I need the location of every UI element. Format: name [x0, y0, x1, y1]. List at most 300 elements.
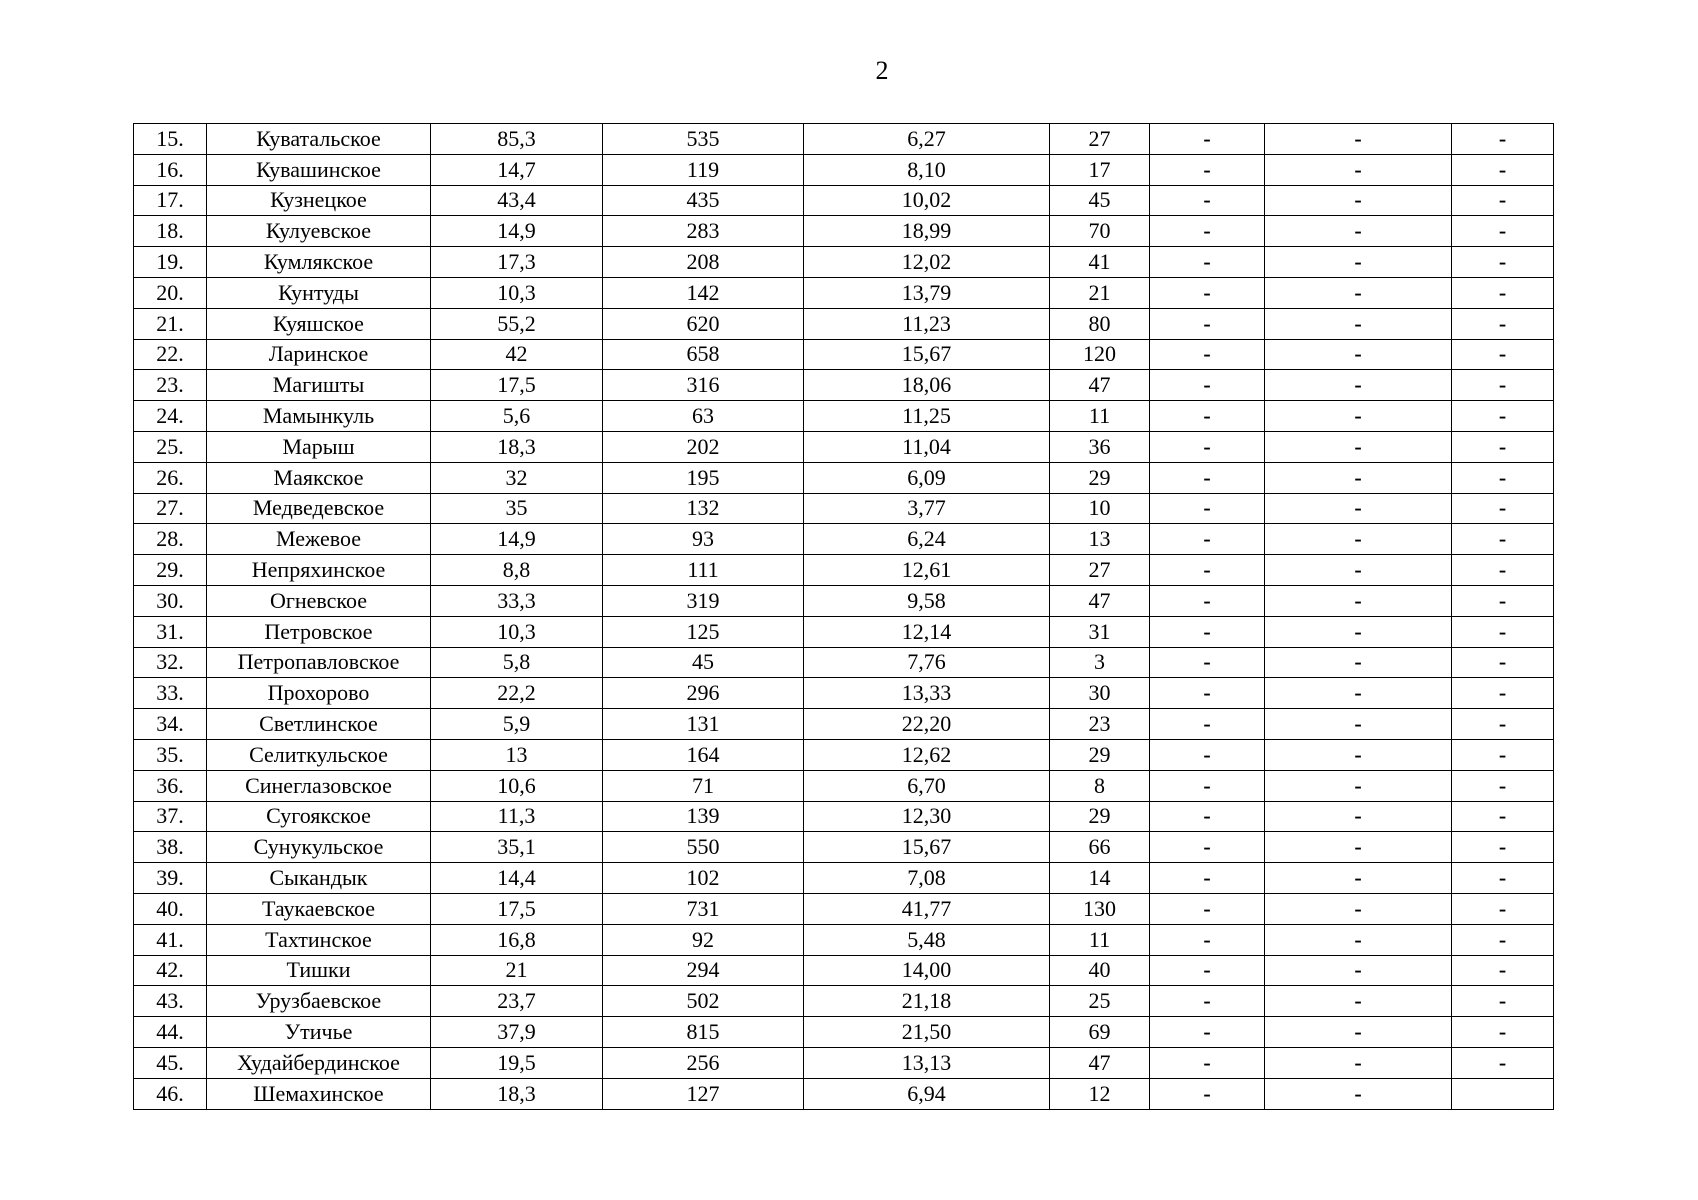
- column-6-cell: 66: [1050, 832, 1150, 863]
- column-5-cell: 41,77: [804, 893, 1050, 924]
- column-6-cell: 17: [1050, 154, 1150, 185]
- column-9-cell: -: [1452, 524, 1554, 555]
- column-8-cell: -: [1265, 555, 1452, 586]
- column-4-cell: 139: [603, 801, 804, 832]
- column-7-cell: -: [1150, 124, 1265, 155]
- column-6-cell: 80: [1050, 308, 1150, 339]
- column-9-cell: -: [1452, 924, 1554, 955]
- table-row: [134, 524, 1554, 555]
- table-row: [134, 247, 1554, 278]
- settlement-name-cell: Сугоякское: [207, 801, 431, 832]
- column-3-cell: 11,3: [431, 801, 603, 832]
- column-9-cell: -: [1452, 739, 1554, 770]
- table-row: [134, 678, 1554, 709]
- column-9-cell: -: [1452, 216, 1554, 247]
- settlement-name-cell: Кумлякское: [207, 247, 431, 278]
- table-row: [134, 955, 1554, 986]
- column-5-cell: 12,30: [804, 801, 1050, 832]
- settlement-name-cell: Петровское: [207, 616, 431, 647]
- column-5-cell: 18,99: [804, 216, 1050, 247]
- column-7-cell: -: [1150, 462, 1265, 493]
- row-number-cell: 39.: [134, 863, 207, 894]
- column-5-cell: 15,67: [804, 832, 1050, 863]
- column-9-cell: -: [1452, 585, 1554, 616]
- column-8-cell: -: [1265, 616, 1452, 647]
- column-8-cell: -: [1265, 739, 1452, 770]
- column-4-cell: 93: [603, 524, 804, 555]
- row-number-cell: 18.: [134, 216, 207, 247]
- column-5-cell: 11,23: [804, 308, 1050, 339]
- column-4-cell: 316: [603, 370, 804, 401]
- column-4-cell: 550: [603, 832, 804, 863]
- table-row: [134, 185, 1554, 216]
- column-6-cell: 30: [1050, 678, 1150, 709]
- column-8-cell: -: [1265, 832, 1452, 863]
- row-number-cell: 41.: [134, 924, 207, 955]
- column-7-cell: -: [1150, 986, 1265, 1017]
- table-row: [134, 216, 1554, 247]
- table-row: [134, 1047, 1554, 1078]
- table-row: [134, 986, 1554, 1017]
- column-3-cell: 18,3: [431, 431, 603, 462]
- row-number-cell: 31.: [134, 616, 207, 647]
- row-number-cell: 33.: [134, 678, 207, 709]
- column-4-cell: 620: [603, 308, 804, 339]
- column-8-cell: -: [1265, 247, 1452, 278]
- column-8-cell: -: [1265, 462, 1452, 493]
- column-7-cell: -: [1150, 770, 1265, 801]
- column-6-cell: 21: [1050, 277, 1150, 308]
- column-9-cell: -: [1452, 462, 1554, 493]
- column-7-cell: -: [1150, 247, 1265, 278]
- column-8-cell: -: [1265, 801, 1452, 832]
- settlement-name-cell: Селиткульское: [207, 739, 431, 770]
- column-3-cell: 16,8: [431, 924, 603, 955]
- column-6-cell: 14: [1050, 863, 1150, 894]
- column-7-cell: -: [1150, 893, 1265, 924]
- column-6-cell: 130: [1050, 893, 1150, 924]
- column-8-cell: -: [1265, 986, 1452, 1017]
- settlement-name-cell: Огневское: [207, 585, 431, 616]
- column-5-cell: 21,18: [804, 986, 1050, 1017]
- column-6-cell: 36: [1050, 431, 1150, 462]
- row-number-cell: 17.: [134, 185, 207, 216]
- column-3-cell: 14,9: [431, 216, 603, 247]
- table-row: [134, 801, 1554, 832]
- settlement-name-cell: Тахтинское: [207, 924, 431, 955]
- column-5-cell: 22,20: [804, 709, 1050, 740]
- column-5-cell: 11,25: [804, 401, 1050, 432]
- column-6-cell: 31: [1050, 616, 1150, 647]
- settlement-name-cell: Мамынкуль: [207, 401, 431, 432]
- column-5-cell: 15,67: [804, 339, 1050, 370]
- column-3-cell: 17,5: [431, 370, 603, 401]
- column-5-cell: 21,50: [804, 1017, 1050, 1048]
- column-9-cell: -: [1452, 955, 1554, 986]
- table-row: [134, 863, 1554, 894]
- table-row: [134, 431, 1554, 462]
- table-row: [134, 370, 1554, 401]
- column-9-cell: -: [1452, 709, 1554, 740]
- column-7-cell: -: [1150, 1017, 1265, 1048]
- column-9-cell: -: [1452, 370, 1554, 401]
- column-6-cell: 47: [1050, 585, 1150, 616]
- row-number-cell: 29.: [134, 555, 207, 586]
- column-9-cell: -: [1452, 185, 1554, 216]
- column-9-cell: -: [1452, 863, 1554, 894]
- table-row: [134, 277, 1554, 308]
- column-8-cell: -: [1265, 524, 1452, 555]
- column-9-cell: -: [1452, 801, 1554, 832]
- column-7-cell: -: [1150, 616, 1265, 647]
- column-6-cell: 11: [1050, 401, 1150, 432]
- row-number-cell: 35.: [134, 739, 207, 770]
- column-4-cell: 63: [603, 401, 804, 432]
- column-4-cell: 658: [603, 339, 804, 370]
- table-row: [134, 709, 1554, 740]
- column-8-cell: -: [1265, 216, 1452, 247]
- column-9-cell: [1452, 1078, 1554, 1109]
- column-5-cell: 11,04: [804, 431, 1050, 462]
- column-7-cell: -: [1150, 1078, 1265, 1109]
- column-6-cell: 70: [1050, 216, 1150, 247]
- column-5-cell: 12,61: [804, 555, 1050, 586]
- column-3-cell: 5,9: [431, 709, 603, 740]
- column-4-cell: 132: [603, 493, 804, 524]
- column-3-cell: 43,4: [431, 185, 603, 216]
- column-8-cell: -: [1265, 185, 1452, 216]
- row-number-cell: 27.: [134, 493, 207, 524]
- column-6-cell: 29: [1050, 739, 1150, 770]
- column-3-cell: 5,6: [431, 401, 603, 432]
- row-number-cell: 36.: [134, 770, 207, 801]
- column-4-cell: 131: [603, 709, 804, 740]
- settlement-name-cell: Куяшское: [207, 308, 431, 339]
- column-5-cell: 3,77: [804, 493, 1050, 524]
- column-9-cell: -: [1452, 555, 1554, 586]
- column-9-cell: -: [1452, 339, 1554, 370]
- table-row: [134, 924, 1554, 955]
- settlement-name-cell: Тишки: [207, 955, 431, 986]
- column-9-cell: -: [1452, 308, 1554, 339]
- column-5-cell: 6,09: [804, 462, 1050, 493]
- column-9-cell: -: [1452, 277, 1554, 308]
- column-8-cell: -: [1265, 124, 1452, 155]
- column-7-cell: -: [1150, 493, 1265, 524]
- column-5-cell: 8,10: [804, 154, 1050, 185]
- column-6-cell: 10: [1050, 493, 1150, 524]
- settlement-name-cell: Кузнецкое: [207, 185, 431, 216]
- row-number-cell: 20.: [134, 277, 207, 308]
- column-4-cell: 142: [603, 277, 804, 308]
- column-6-cell: 29: [1050, 801, 1150, 832]
- settlement-name-cell: Маякское: [207, 462, 431, 493]
- table-row: [134, 647, 1554, 678]
- column-5-cell: 7,08: [804, 863, 1050, 894]
- column-6-cell: 27: [1050, 124, 1150, 155]
- column-5-cell: 6,94: [804, 1078, 1050, 1109]
- row-number-cell: 15.: [134, 124, 207, 155]
- column-3-cell: 32: [431, 462, 603, 493]
- column-8-cell: -: [1265, 863, 1452, 894]
- settlement-name-cell: Светлинское: [207, 709, 431, 740]
- column-3-cell: 19,5: [431, 1047, 603, 1078]
- column-7-cell: -: [1150, 339, 1265, 370]
- column-4-cell: 127: [603, 1078, 804, 1109]
- settlement-name-cell: Утичье: [207, 1017, 431, 1048]
- column-8-cell: -: [1265, 955, 1452, 986]
- column-9-cell: -: [1452, 1017, 1554, 1048]
- column-8-cell: -: [1265, 401, 1452, 432]
- column-8-cell: -: [1265, 1017, 1452, 1048]
- settlement-name-cell: Медведевское: [207, 493, 431, 524]
- table-row: [134, 585, 1554, 616]
- settlement-name-cell: Сунукульское: [207, 832, 431, 863]
- column-4-cell: 119: [603, 154, 804, 185]
- column-3-cell: 33,3: [431, 585, 603, 616]
- column-8-cell: -: [1265, 770, 1452, 801]
- table-row: [134, 616, 1554, 647]
- column-6-cell: 3: [1050, 647, 1150, 678]
- column-5-cell: 13,79: [804, 277, 1050, 308]
- column-4-cell: 731: [603, 893, 804, 924]
- column-8-cell: -: [1265, 924, 1452, 955]
- column-6-cell: 40: [1050, 955, 1150, 986]
- column-3-cell: 14,9: [431, 524, 603, 555]
- column-8-cell: -: [1265, 370, 1452, 401]
- column-6-cell: 29: [1050, 462, 1150, 493]
- table-row: [134, 308, 1554, 339]
- column-6-cell: 27: [1050, 555, 1150, 586]
- column-6-cell: 12: [1050, 1078, 1150, 1109]
- column-3-cell: 13: [431, 739, 603, 770]
- column-8-cell: -: [1265, 709, 1452, 740]
- column-7-cell: -: [1150, 924, 1265, 955]
- settlement-name-cell: Куватальское: [207, 124, 431, 155]
- table-row: [134, 1017, 1554, 1048]
- column-4-cell: 102: [603, 863, 804, 894]
- column-8-cell: -: [1265, 339, 1452, 370]
- column-7-cell: -: [1150, 370, 1265, 401]
- column-3-cell: 35,1: [431, 832, 603, 863]
- column-5-cell: 6,24: [804, 524, 1050, 555]
- column-4-cell: 208: [603, 247, 804, 278]
- column-5-cell: 6,70: [804, 770, 1050, 801]
- column-3-cell: 37,9: [431, 1017, 603, 1048]
- column-3-cell: 35: [431, 493, 603, 524]
- column-4-cell: 535: [603, 124, 804, 155]
- column-4-cell: 296: [603, 678, 804, 709]
- column-8-cell: -: [1265, 647, 1452, 678]
- settlement-name-cell: Кувашинское: [207, 154, 431, 185]
- settlement-name-cell: Непряхинское: [207, 555, 431, 586]
- row-number-cell: 40.: [134, 893, 207, 924]
- settlement-name-cell: Магишты: [207, 370, 431, 401]
- column-8-cell: -: [1265, 308, 1452, 339]
- column-4-cell: 502: [603, 986, 804, 1017]
- settlements-table-wrap: [133, 123, 1554, 1110]
- column-6-cell: 69: [1050, 1017, 1150, 1048]
- settlement-name-cell: Петропавловское: [207, 647, 431, 678]
- row-number-cell: 16.: [134, 154, 207, 185]
- column-3-cell: 10,6: [431, 770, 603, 801]
- column-9-cell: -: [1452, 647, 1554, 678]
- column-3-cell: 5,8: [431, 647, 603, 678]
- table-row: [134, 555, 1554, 586]
- column-6-cell: 120: [1050, 339, 1150, 370]
- column-6-cell: 11: [1050, 924, 1150, 955]
- column-3-cell: 14,7: [431, 154, 603, 185]
- column-7-cell: -: [1150, 647, 1265, 678]
- settlements-table: [133, 123, 1554, 1110]
- column-5-cell: 7,76: [804, 647, 1050, 678]
- column-3-cell: 17,5: [431, 893, 603, 924]
- row-number-cell: 37.: [134, 801, 207, 832]
- column-9-cell: -: [1452, 832, 1554, 863]
- column-7-cell: -: [1150, 801, 1265, 832]
- column-8-cell: -: [1265, 585, 1452, 616]
- column-5-cell: 13,13: [804, 1047, 1050, 1078]
- row-number-cell: 34.: [134, 709, 207, 740]
- row-number-cell: 19.: [134, 247, 207, 278]
- settlement-name-cell: Худайбердинское: [207, 1047, 431, 1078]
- column-3-cell: 85,3: [431, 124, 603, 155]
- column-7-cell: -: [1150, 154, 1265, 185]
- row-number-cell: 44.: [134, 1017, 207, 1048]
- row-number-cell: 43.: [134, 986, 207, 1017]
- row-number-cell: 38.: [134, 832, 207, 863]
- column-4-cell: 195: [603, 462, 804, 493]
- column-7-cell: -: [1150, 832, 1265, 863]
- row-number-cell: 23.: [134, 370, 207, 401]
- row-number-cell: 26.: [134, 462, 207, 493]
- column-9-cell: -: [1452, 247, 1554, 278]
- column-7-cell: -: [1150, 555, 1265, 586]
- column-3-cell: 17,3: [431, 247, 603, 278]
- table-row: [134, 124, 1554, 155]
- column-3-cell: 55,2: [431, 308, 603, 339]
- column-5-cell: 12,62: [804, 739, 1050, 770]
- table-body: [134, 124, 1554, 1110]
- column-9-cell: -: [1452, 124, 1554, 155]
- column-5-cell: 6,27: [804, 124, 1050, 155]
- column-4-cell: 125: [603, 616, 804, 647]
- column-8-cell: -: [1265, 1078, 1452, 1109]
- table-row: [134, 462, 1554, 493]
- column-5-cell: 9,58: [804, 585, 1050, 616]
- settlement-name-cell: Межевое: [207, 524, 431, 555]
- column-9-cell: -: [1452, 401, 1554, 432]
- row-number-cell: 28.: [134, 524, 207, 555]
- row-number-cell: 32.: [134, 647, 207, 678]
- row-number-cell: 24.: [134, 401, 207, 432]
- column-4-cell: 283: [603, 216, 804, 247]
- table-row: [134, 893, 1554, 924]
- column-9-cell: -: [1452, 893, 1554, 924]
- column-3-cell: 18,3: [431, 1078, 603, 1109]
- row-number-cell: 46.: [134, 1078, 207, 1109]
- column-8-cell: -: [1265, 893, 1452, 924]
- column-4-cell: 164: [603, 739, 804, 770]
- column-4-cell: 45: [603, 647, 804, 678]
- column-7-cell: -: [1150, 524, 1265, 555]
- column-4-cell: 92: [603, 924, 804, 955]
- column-6-cell: 47: [1050, 370, 1150, 401]
- row-number-cell: 21.: [134, 308, 207, 339]
- column-4-cell: 319: [603, 585, 804, 616]
- column-7-cell: -: [1150, 401, 1265, 432]
- column-9-cell: -: [1452, 986, 1554, 1017]
- column-6-cell: 41: [1050, 247, 1150, 278]
- column-4-cell: 256: [603, 1047, 804, 1078]
- row-number-cell: 45.: [134, 1047, 207, 1078]
- column-7-cell: -: [1150, 277, 1265, 308]
- column-6-cell: 8: [1050, 770, 1150, 801]
- column-6-cell: 13: [1050, 524, 1150, 555]
- column-6-cell: 45: [1050, 185, 1150, 216]
- settlement-name-cell: Синеглазовское: [207, 770, 431, 801]
- column-7-cell: -: [1150, 185, 1265, 216]
- column-9-cell: -: [1452, 431, 1554, 462]
- column-6-cell: 25: [1050, 986, 1150, 1017]
- column-3-cell: 14,4: [431, 863, 603, 894]
- column-8-cell: -: [1265, 678, 1452, 709]
- column-3-cell: 22,2: [431, 678, 603, 709]
- column-5-cell: 14,00: [804, 955, 1050, 986]
- column-9-cell: -: [1452, 1047, 1554, 1078]
- column-7-cell: -: [1150, 216, 1265, 247]
- table-row: [134, 339, 1554, 370]
- column-7-cell: -: [1150, 739, 1265, 770]
- column-5-cell: 18,06: [804, 370, 1050, 401]
- column-4-cell: 294: [603, 955, 804, 986]
- column-8-cell: -: [1265, 431, 1452, 462]
- settlement-name-cell: Шемахинское: [207, 1078, 431, 1109]
- row-number-cell: 42.: [134, 955, 207, 986]
- column-5-cell: 12,14: [804, 616, 1050, 647]
- table-row: [134, 493, 1554, 524]
- column-3-cell: 23,7: [431, 986, 603, 1017]
- column-8-cell: -: [1265, 1047, 1452, 1078]
- table-row: [134, 1078, 1554, 1109]
- page-number: 2: [875, 56, 889, 85]
- column-7-cell: -: [1150, 308, 1265, 339]
- settlement-name-cell: Сыкандык: [207, 863, 431, 894]
- column-7-cell: -: [1150, 709, 1265, 740]
- column-8-cell: -: [1265, 154, 1452, 185]
- table-row: [134, 154, 1554, 185]
- column-7-cell: -: [1150, 863, 1265, 894]
- column-3-cell: 10,3: [431, 616, 603, 647]
- settlement-name-cell: Кулуевское: [207, 216, 431, 247]
- settlement-name-cell: Марыш: [207, 431, 431, 462]
- column-4-cell: 71: [603, 770, 804, 801]
- column-9-cell: -: [1452, 154, 1554, 185]
- column-7-cell: -: [1150, 678, 1265, 709]
- settlement-name-cell: Прохорово: [207, 678, 431, 709]
- settlement-name-cell: Таукаевское: [207, 893, 431, 924]
- column-6-cell: 47: [1050, 1047, 1150, 1078]
- column-3-cell: 42: [431, 339, 603, 370]
- settlement-name-cell: Ларинское: [207, 339, 431, 370]
- column-3-cell: 10,3: [431, 277, 603, 308]
- column-9-cell: -: [1452, 616, 1554, 647]
- settlement-name-cell: Кунтуды: [207, 277, 431, 308]
- column-4-cell: 435: [603, 185, 804, 216]
- table-row: [134, 401, 1554, 432]
- column-4-cell: 815: [603, 1017, 804, 1048]
- table-row: [134, 770, 1554, 801]
